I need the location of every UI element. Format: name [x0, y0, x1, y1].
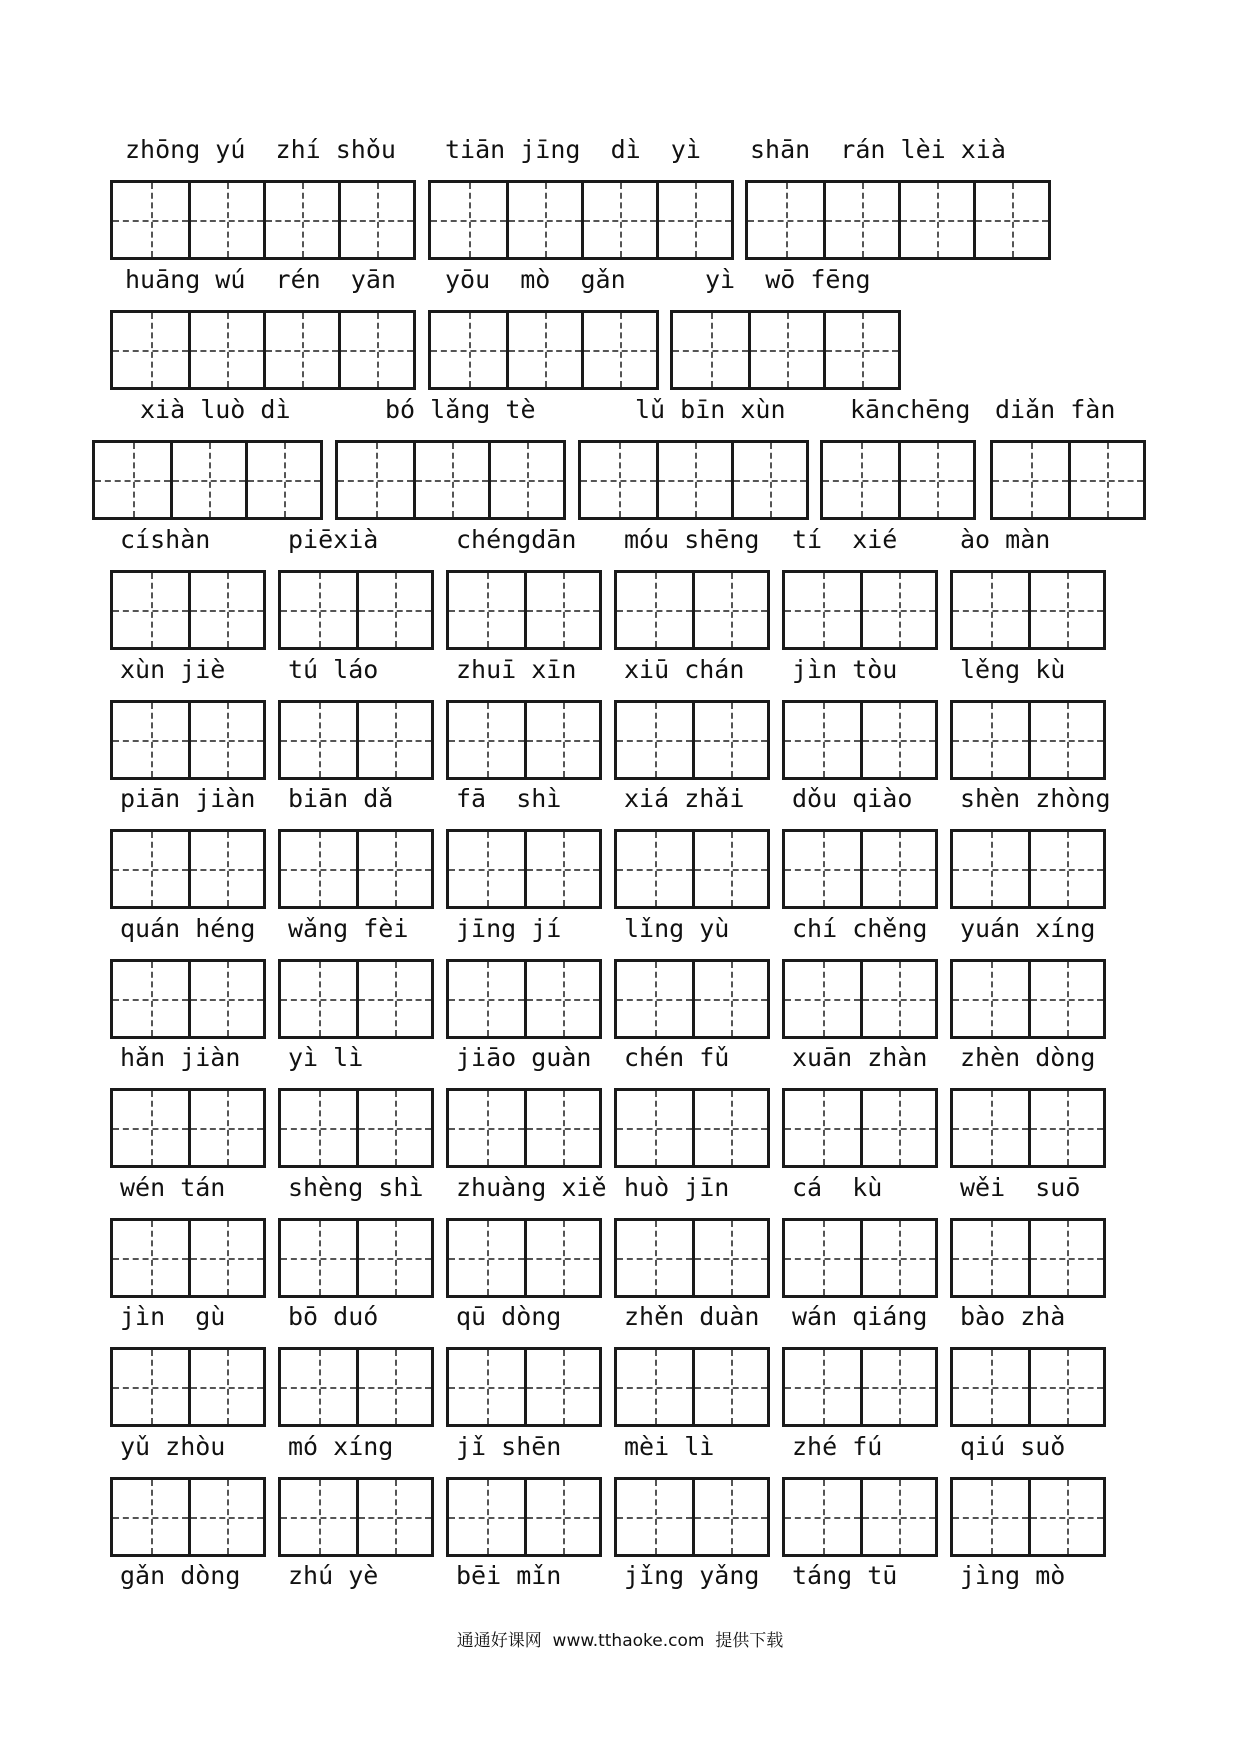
tianzige-cell[interactable] [656, 183, 731, 257]
pinyin-label: yì lì [288, 1043, 364, 1072]
tianzige-cell[interactable] [188, 703, 263, 777]
writing-grid[interactable] [950, 1477, 1106, 1557]
tianzige-cell[interactable] [953, 832, 1028, 906]
tianzige-cell[interactable] [953, 1350, 1028, 1424]
writing-grid[interactable] [950, 1218, 1106, 1298]
tianzige-cell[interactable] [113, 1091, 188, 1165]
pinyin-label: jiāo guàn [456, 1043, 592, 1072]
tianzige-cell[interactable] [188, 1221, 263, 1295]
tianzige-cell[interactable] [281, 703, 356, 777]
tianzige-cell[interactable] [860, 962, 935, 1036]
pinyin-label: gǎn dòng [120, 1561, 241, 1590]
tianzige-cell[interactable] [188, 1350, 263, 1424]
tianzige-cell[interactable] [785, 1350, 860, 1424]
tianzige-cell[interactable] [1028, 1221, 1103, 1295]
tianzige-cell[interactable] [524, 1350, 599, 1424]
writing-grid[interactable] [110, 1347, 266, 1427]
writing-grid[interactable] [782, 829, 938, 909]
writing-grid[interactable] [446, 829, 602, 909]
tianzige-cell[interactable] [338, 183, 413, 257]
tianzige-cell[interactable] [524, 573, 599, 647]
pinyin-label: lǐng yù [624, 913, 730, 943]
tianzige-cell[interactable] [449, 1091, 524, 1165]
tianzige-cell[interactable] [524, 832, 599, 906]
writing-grid[interactable] [614, 1218, 770, 1298]
writing-grid[interactable] [446, 1347, 602, 1427]
tianzige-cell[interactable] [356, 703, 431, 777]
writing-grid[interactable] [950, 1347, 1106, 1427]
tianzige-cell[interactable] [524, 1091, 599, 1165]
pinyin-label: ào màn [960, 525, 1051, 554]
tianzige-cell[interactable] [953, 962, 1028, 1036]
tianzige-cell[interactable] [1028, 573, 1103, 647]
pinyin-label: cá kù [792, 1172, 883, 1202]
writing-grid[interactable] [782, 1088, 938, 1168]
tianzige-cell[interactable] [692, 703, 767, 777]
tianzige-cell[interactable] [860, 1350, 935, 1424]
tianzige-cell[interactable] [860, 1480, 935, 1554]
writing-grid[interactable] [110, 570, 266, 650]
pinyin-label: jǐng yǎng [624, 1561, 760, 1590]
pinyin-label: xià luò dì [140, 395, 291, 424]
tianzige-cell[interactable] [898, 443, 973, 517]
writing-grid[interactable] [670, 310, 901, 390]
footer-credit: 通通好课网 www.tthaoke.com 提供下载 [456, 1631, 784, 1651]
writing-grid[interactable] [446, 959, 602, 1039]
tianzige-cell[interactable] [785, 703, 860, 777]
tianzige-cell[interactable] [785, 1221, 860, 1295]
pinyin-label: shèng shì [288, 1172, 424, 1202]
writing-grid[interactable] [110, 700, 266, 780]
writing-grid[interactable] [278, 1088, 434, 1168]
tianzige-cell[interactable] [898, 183, 973, 257]
pinyin-label: yuán xíng [960, 913, 1096, 943]
tianzige-cell[interactable] [245, 443, 320, 517]
tianzige-cell[interactable] [785, 832, 860, 906]
tianzige-cell[interactable] [113, 962, 188, 1036]
tianzige-cell[interactable] [281, 1480, 356, 1554]
tianzige-cell[interactable] [785, 1091, 860, 1165]
tianzige-cell[interactable] [1028, 962, 1103, 1036]
tianzige-cell[interactable] [449, 832, 524, 906]
pinyin-label: piēxià [288, 525, 379, 554]
tianzige-cell[interactable] [692, 962, 767, 1036]
writing-grid[interactable] [110, 1218, 266, 1298]
tianzige-cell[interactable] [413, 443, 488, 517]
tianzige-cell[interactable] [506, 313, 581, 387]
tianzige-cell[interactable] [188, 1480, 263, 1554]
tianzige-cell[interactable] [993, 443, 1068, 517]
writing-grid[interactable] [110, 1477, 266, 1557]
tianzige-cell[interactable] [692, 832, 767, 906]
tianzige-cell[interactable] [617, 1480, 692, 1554]
writing-grid[interactable] [950, 1088, 1106, 1168]
writing-grid[interactable] [578, 440, 809, 520]
tianzige-cell[interactable] [1028, 1480, 1103, 1554]
tianzige-cell[interactable] [692, 1480, 767, 1554]
writing-grid[interactable] [782, 700, 938, 780]
writing-grid[interactable] [950, 700, 1106, 780]
tianzige-cell[interactable] [356, 962, 431, 1036]
tianzige-cell[interactable] [617, 1091, 692, 1165]
tianzige-cell[interactable] [692, 1221, 767, 1295]
tianzige-cell[interactable] [1068, 443, 1143, 517]
tianzige-cell[interactable] [449, 1480, 524, 1554]
pinyin-label: zhèn dòng [960, 1043, 1096, 1072]
tianzige-cell[interactable] [338, 313, 413, 387]
tianzige-cell[interactable] [356, 1350, 431, 1424]
writing-grid[interactable] [110, 180, 416, 260]
tianzige-cell[interactable] [860, 573, 935, 647]
tianzige-cell[interactable] [1028, 1091, 1103, 1165]
tianzige-cell[interactable] [338, 443, 413, 517]
tianzige-cell[interactable] [263, 183, 338, 257]
tianzige-cell[interactable] [356, 1221, 431, 1295]
tianzige-cell[interactable] [823, 443, 898, 517]
pinyin-label: qū dòng [456, 1302, 562, 1331]
tianzige-cell[interactable] [449, 573, 524, 647]
tianzige-cell[interactable] [617, 703, 692, 777]
pinyin-label: zhuàng xiě [456, 1172, 607, 1202]
pinyin-label: shān rán lèi xià [750, 135, 1006, 164]
pinyin-label: yì wō fēng [705, 265, 871, 294]
writing-grid[interactable] [446, 1477, 602, 1557]
pinyin-label: xùn jiè [120, 654, 226, 684]
writing-grid[interactable] [446, 570, 602, 650]
writing-grid[interactable] [278, 829, 434, 909]
pinyin-label: jīng jí [456, 913, 562, 943]
pinyin-label: bēi mǐn [456, 1561, 562, 1590]
tianzige-cell[interactable] [692, 1350, 767, 1424]
writing-grid[interactable] [990, 440, 1146, 520]
pinyin-label: wǎng fèi [288, 913, 409, 943]
tianzige-cell[interactable] [748, 313, 823, 387]
pinyin-label: jìn gù [120, 1302, 226, 1331]
pinyin-label: tí xié [792, 525, 898, 554]
tianzige-cell[interactable] [113, 703, 188, 777]
tianzige-cell[interactable] [524, 1480, 599, 1554]
tianzige-cell[interactable] [488, 443, 563, 517]
tianzige-cell[interactable] [281, 1091, 356, 1165]
writing-grid[interactable] [782, 1218, 938, 1298]
writing-grid[interactable] [110, 1088, 266, 1168]
pinyin-label: bào zhà [960, 1302, 1066, 1331]
pinyin-label: qiú suǒ [960, 1431, 1066, 1461]
writing-grid[interactable] [278, 1218, 434, 1298]
tianzige-cell[interactable] [692, 573, 767, 647]
tianzige-cell[interactable] [785, 573, 860, 647]
tianzige-cell[interactable] [449, 1350, 524, 1424]
pinyin-label: lǔ bīn xùn [635, 395, 786, 424]
writing-grid[interactable] [614, 959, 770, 1039]
writing-grid[interactable] [92, 440, 323, 520]
pinyin-label: jìng mò [960, 1561, 1066, 1590]
tianzige-cell[interactable] [617, 1221, 692, 1295]
writing-grid[interactable] [614, 700, 770, 780]
writing-grid[interactable] [110, 310, 416, 390]
tianzige-cell[interactable] [860, 832, 935, 906]
tianzige-cell[interactable] [731, 443, 806, 517]
tianzige-cell[interactable] [953, 573, 1028, 647]
writing-grid[interactable] [782, 959, 938, 1039]
tianzige-cell[interactable] [356, 832, 431, 906]
tianzige-cell[interactable] [748, 183, 823, 257]
writing-grid[interactable] [278, 959, 434, 1039]
writing-grid[interactable] [446, 1088, 602, 1168]
pinyin-label: chéngdān [456, 525, 577, 554]
tianzige-cell[interactable] [617, 573, 692, 647]
tianzige-cell[interactable] [823, 313, 898, 387]
tianzige-cell[interactable] [506, 183, 581, 257]
writing-grid[interactable] [820, 440, 976, 520]
tianzige-cell[interactable] [953, 1091, 1028, 1165]
tianzige-cell[interactable] [356, 573, 431, 647]
tianzige-cell[interactable] [431, 313, 506, 387]
tianzige-cell[interactable] [281, 832, 356, 906]
pinyin-label: chén fǔ [624, 1043, 730, 1072]
tianzige-cell[interactable] [524, 1221, 599, 1295]
writing-grid[interactable] [278, 700, 434, 780]
tianzige-cell[interactable] [656, 443, 731, 517]
tianzige-cell[interactable] [113, 183, 188, 257]
tianzige-cell[interactable] [431, 183, 506, 257]
pinyin-label: bō duó [288, 1302, 379, 1331]
tianzige-cell[interactable] [785, 1480, 860, 1554]
tianzige-cell[interactable] [449, 1221, 524, 1295]
pinyin-label: wěi suō [960, 1172, 1081, 1202]
tianzige-cell[interactable] [356, 1480, 431, 1554]
writing-grid[interactable] [614, 1347, 770, 1427]
pinyin-label: hǎn jiàn [120, 1043, 241, 1072]
tianzige-cell[interactable] [188, 832, 263, 906]
tianzige-cell[interactable] [860, 1221, 935, 1295]
pinyin-label: zhú yè [288, 1561, 379, 1590]
tianzige-cell[interactable] [356, 1091, 431, 1165]
tianzige-cell[interactable] [1028, 703, 1103, 777]
pinyin-label: chí chěng [792, 913, 928, 943]
tianzige-cell[interactable] [617, 1350, 692, 1424]
tianzige-cell[interactable] [188, 313, 263, 387]
writing-grid[interactable] [745, 180, 1051, 260]
pinyin-label: xiū chán [624, 654, 745, 684]
tianzige-cell[interactable] [188, 962, 263, 1036]
pinyin-label: jǐ shēn [456, 1431, 562, 1461]
tianzige-cell[interactable] [617, 832, 692, 906]
tianzige-cell[interactable] [449, 703, 524, 777]
tianzige-cell[interactable] [449, 962, 524, 1036]
pinyin-label: huò jīn [624, 1172, 730, 1202]
writing-grid[interactable] [446, 1218, 602, 1298]
pinyin-label: kānchēng [850, 395, 971, 424]
pinyin-label: xuān zhàn [792, 1043, 928, 1072]
tianzige-cell[interactable] [281, 962, 356, 1036]
tianzige-cell[interactable] [673, 313, 748, 387]
writing-grid[interactable] [614, 1088, 770, 1168]
tianzige-cell[interactable] [524, 962, 599, 1036]
pinyin-label: tú láo [288, 654, 379, 684]
writing-grid[interactable] [782, 1477, 938, 1557]
tianzige-cell[interactable] [188, 183, 263, 257]
tianzige-cell[interactable] [953, 1221, 1028, 1295]
pinyin-label: wén tán [120, 1172, 226, 1202]
writing-grid[interactable] [446, 700, 602, 780]
pinyin-label: mó xíng [288, 1431, 394, 1461]
tianzige-cell[interactable] [1028, 832, 1103, 906]
pinyin-label: fā shì [456, 784, 562, 813]
tianzige-cell[interactable] [188, 573, 263, 647]
pinyin-label: císhàn [120, 525, 211, 554]
pinyin-label: huāng wú rén yān [125, 265, 396, 294]
writing-grid[interactable] [950, 570, 1106, 650]
tianzige-cell[interactable] [581, 443, 656, 517]
tianzige-cell[interactable] [188, 1091, 263, 1165]
writing-grid[interactable] [335, 440, 566, 520]
pinyin-label: yǔ zhòu [120, 1431, 226, 1461]
pinyin-label: bó lǎng tè [385, 395, 536, 424]
tianzige-cell[interactable] [581, 313, 656, 387]
tianzige-cell[interactable] [113, 1480, 188, 1554]
pinyin-label: zhé fú [792, 1431, 883, 1461]
pinyin-label: zhōng yú zhí shǒu [125, 135, 396, 164]
tianzige-cell[interactable] [973, 183, 1048, 257]
tianzige-cell[interactable] [113, 573, 188, 647]
pinyin-label: wán qiáng [792, 1302, 928, 1331]
writing-grid[interactable] [428, 310, 659, 390]
tianzige-cell[interactable] [617, 962, 692, 1036]
tianzige-cell[interactable] [113, 313, 188, 387]
tianzige-cell[interactable] [524, 703, 599, 777]
pinyin-label: biān dǎ [288, 784, 394, 813]
tianzige-cell[interactable] [1028, 1350, 1103, 1424]
writing-grid[interactable] [782, 570, 938, 650]
pinyin-label: táng tū [792, 1561, 898, 1590]
tianzige-cell[interactable] [823, 183, 898, 257]
writing-grid[interactable] [950, 829, 1106, 909]
tianzige-cell[interactable] [281, 1350, 356, 1424]
pinyin-label: zhuī xīn [456, 654, 577, 684]
tianzige-cell[interactable] [953, 703, 1028, 777]
tianzige-cell[interactable] [785, 962, 860, 1036]
writing-grid[interactable] [110, 959, 266, 1039]
writing-grid[interactable] [782, 1347, 938, 1427]
tianzige-cell[interactable] [692, 1091, 767, 1165]
pinyin-label: quán héng [120, 913, 256, 943]
writing-grid[interactable] [614, 829, 770, 909]
pinyin-label: tiān jīng dì yì [445, 135, 701, 164]
pinyin-label: yōu mò gǎn [445, 265, 626, 294]
writing-grid[interactable] [428, 180, 734, 260]
pinyin-label: jìn tòu [792, 654, 898, 684]
writing-grid[interactable] [614, 570, 770, 650]
pinyin-label: xiá zhǎi [624, 784, 745, 813]
pinyin-label: zhěn duàn [624, 1302, 760, 1331]
pinyin-label: móu shēng [624, 525, 760, 554]
writing-grid[interactable] [950, 959, 1106, 1039]
pinyin-label: lěng kù [960, 654, 1066, 684]
writing-grid[interactable] [278, 570, 434, 650]
tianzige-cell[interactable] [113, 1221, 188, 1295]
writing-grid[interactable] [110, 829, 266, 909]
tianzige-cell[interactable] [581, 183, 656, 257]
tianzige-cell[interactable] [281, 1221, 356, 1295]
tianzige-cell[interactable] [95, 443, 170, 517]
tianzige-cell[interactable] [263, 313, 338, 387]
tianzige-cell[interactable] [953, 1480, 1028, 1554]
tianzige-cell[interactable] [170, 443, 245, 517]
tianzige-cell[interactable] [113, 832, 188, 906]
pinyin-label: piān jiàn [120, 784, 256, 813]
tianzige-cell[interactable] [281, 573, 356, 647]
pinyin-label: dǒu qiào [792, 784, 913, 813]
tianzige-cell[interactable] [860, 1091, 935, 1165]
writing-grid[interactable] [614, 1477, 770, 1557]
writing-grid[interactable] [278, 1347, 434, 1427]
pinyin-label: shèn zhòng [960, 784, 1111, 813]
tianzige-cell[interactable] [860, 703, 935, 777]
pinyin-label: mèi lì [624, 1431, 715, 1461]
pinyin-label: diǎn fàn [995, 395, 1116, 424]
writing-grid[interactable] [278, 1477, 434, 1557]
tianzige-cell[interactable] [113, 1350, 188, 1424]
